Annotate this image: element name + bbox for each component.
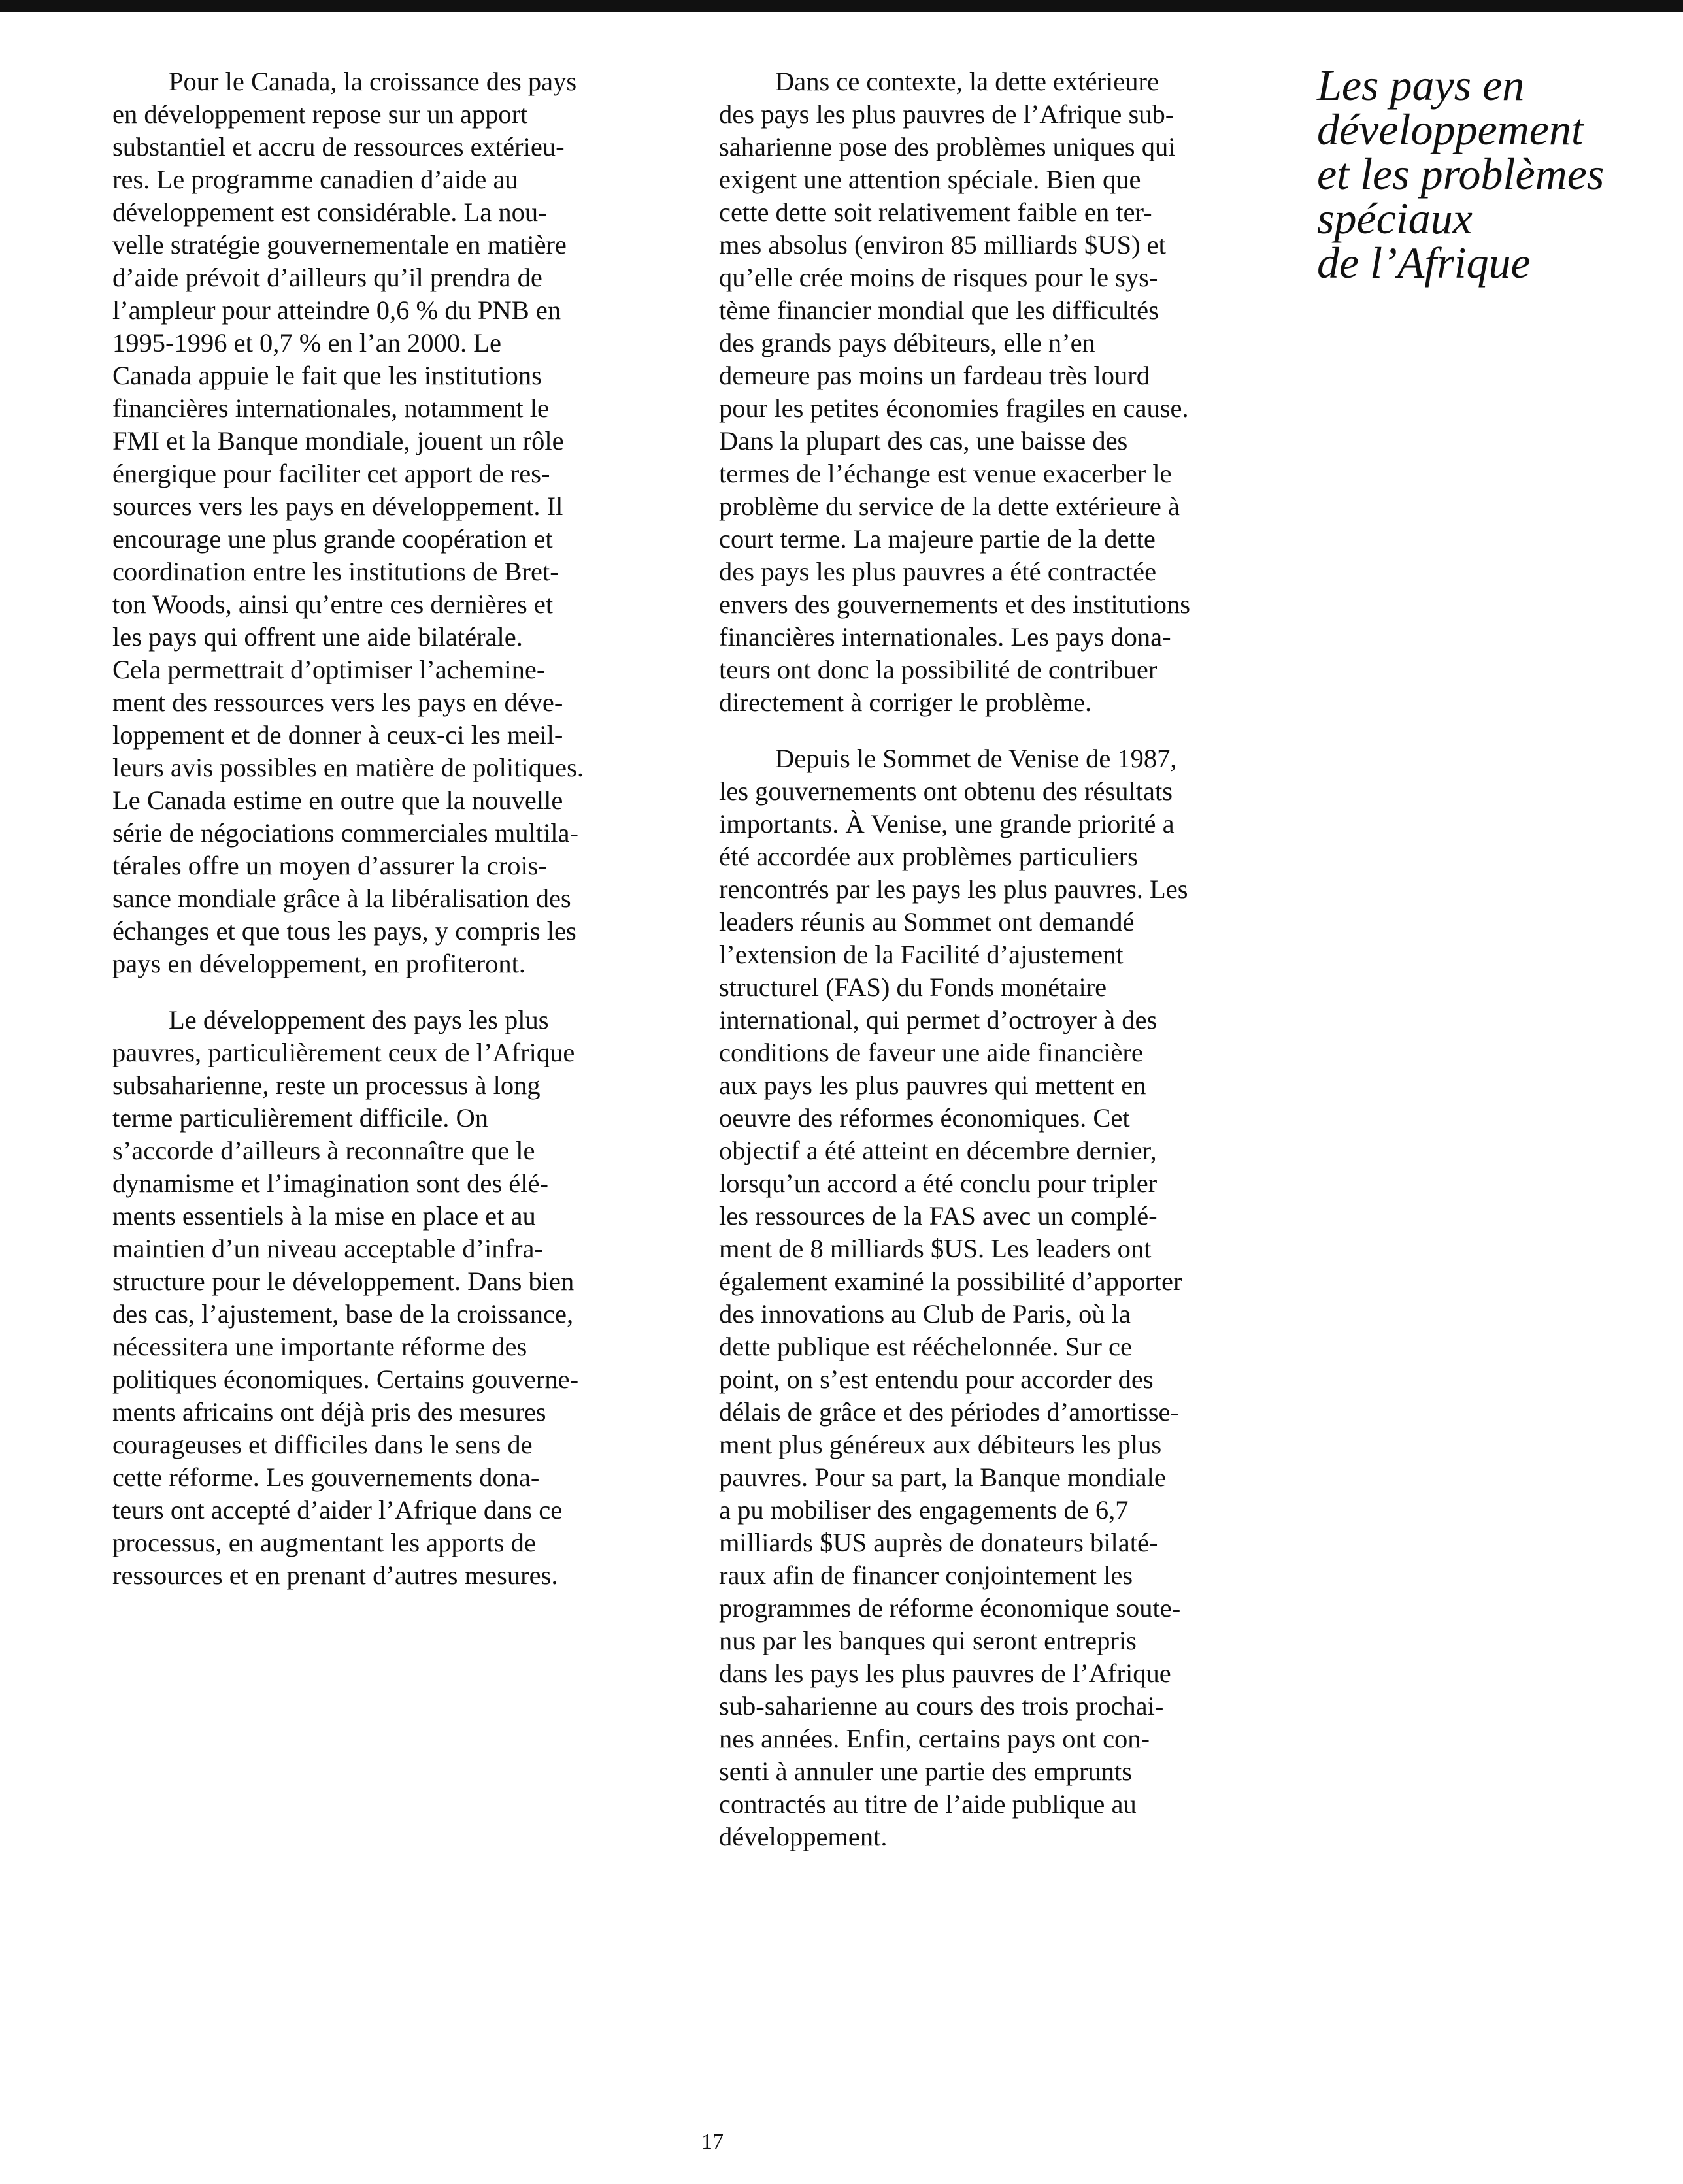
text-line: maintien d’un niveau acceptable d’infra- <box>112 1234 543 1263</box>
paragraph <box>719 742 1294 1853</box>
text-line: ments essentiels à la mise en place et au <box>112 1201 536 1231</box>
text-line: ment des ressources vers les pays en déve- <box>112 687 563 717</box>
text-line: les pays qui offrent une aide bilatérale. <box>112 622 523 652</box>
text-line: point, on s’est entendu pour accorder des <box>719 1365 1154 1394</box>
text-line: oeuvre des réformes économiques. Cet <box>719 1103 1130 1133</box>
text-line: financières internationales. Les pays dona- <box>719 622 1171 652</box>
text-line: Pour le Canada, la croissance des pays <box>169 67 577 96</box>
text-line: processus, en augmentant les apports de <box>112 1528 536 1557</box>
text-line: res. Le programme canadien d’aide au <box>112 165 518 194</box>
text-line: terme particulièrement difficile. On <box>112 1103 489 1133</box>
text-line: ton Woods, ainsi qu’entre ces dernières et <box>112 589 554 619</box>
text-line: objectif a été atteint en décembre dernier, <box>719 1136 1157 1165</box>
text-line: international, qui permet d’octroyer à des <box>719 1005 1158 1034</box>
text-line: cette réforme. Les gouvernements dona- <box>112 1463 540 1492</box>
text-line: également examiné la possibilité d’apporter <box>719 1266 1182 1296</box>
text-line: en développement repose sur un apport <box>112 99 528 129</box>
text-line: des innovations au Club de Paris, où la <box>719 1299 1131 1329</box>
text-line: sub-saharienne au cours des trois prochai- <box>719 1691 1164 1721</box>
text-line: programmes de réforme économique soute- <box>719 1593 1181 1623</box>
text-line: coordination entre les institutions de Bret- <box>112 557 559 586</box>
text-line: Cela permettrait d’optimiser l’achemine- <box>112 655 546 684</box>
text-line: échanges et que tous les pays, y compris les <box>112 916 576 946</box>
text-line: FMI et la Banque mondiale, jouent un rôle <box>112 426 564 455</box>
paragraph <box>719 65 1294 719</box>
text-line: nus par les banques qui seront entrepris <box>719 1626 1137 1655</box>
text-line: 1995-1996 et 0,7 % en l’an 2000. Le <box>112 328 501 357</box>
text-line: développement. <box>719 1822 888 1851</box>
text-line: lorsqu’un accord a été conclu pour tripler <box>719 1168 1158 1198</box>
text-line: court terme. La majeure partie de la dette <box>719 524 1156 554</box>
text-line: Canada appuie le fait que les institutions <box>112 361 542 390</box>
text-line: pays en développement, en profiteront. <box>112 949 526 978</box>
text-line: pauvres, particulièrement ceux de l’Afrique <box>112 1038 575 1067</box>
text-column-middle <box>719 65 1294 1853</box>
text-line: demeure pas moins un fardeau très lourd <box>719 361 1150 390</box>
text-line: des pays les plus pauvres a été contractée <box>719 557 1157 586</box>
text-line: substantiel et accru de ressources extérieu- <box>112 132 565 161</box>
text-line: les ressources de la FAS avec un complé- <box>719 1201 1158 1231</box>
text-line: délais de grâce et des périodes d’amortisse- <box>719 1397 1179 1427</box>
text-line: Dans ce contexte, la dette extérieure <box>775 67 1159 96</box>
text-line: structurel (FAS) du Fonds monétaire <box>719 972 1107 1002</box>
paragraph <box>112 1004 688 1592</box>
text-line: loppement et de donner à ceux-ci les meil- <box>112 720 563 750</box>
text-line: teurs ont donc la possibilité de contribuer <box>719 655 1158 684</box>
text-line: sance mondiale grâce à la libéralisation des <box>112 884 571 913</box>
text-line: velle stratégie gouvernementale en matière <box>112 230 567 259</box>
text-line: s’accorde d’ailleurs à reconnaître que le <box>112 1136 535 1165</box>
heading-line: développement <box>1317 105 1584 154</box>
text-line: mes absolus (environ 85 milliards $US) et <box>719 230 1166 259</box>
text-line: sources vers les pays en développement. Il <box>112 491 563 521</box>
text-line: ment plus généreux aux débiteurs les plus <box>719 1430 1162 1459</box>
text-line: rencontrés par les pays les plus pauvres. Les <box>719 874 1188 904</box>
text-line: Le développement des pays les plus <box>169 1005 549 1034</box>
text-line: structure pour le développement. Dans bien <box>112 1266 575 1296</box>
text-line: des grands pays débiteurs, elle n’en <box>719 328 1095 357</box>
heading-line: Les pays en <box>1317 60 1525 110</box>
text-line: ments africains ont déjà pris des mesures <box>112 1397 546 1427</box>
section-heading <box>1317 60 1670 288</box>
text-line: politiques économiques. Certains gouverne- <box>112 1365 579 1394</box>
text-line: Le Canada estime en outre que la nouvelle <box>112 786 563 815</box>
text-line: qu’elle crée moins de risques pour le sys- <box>719 263 1158 292</box>
paragraph <box>112 65 688 980</box>
text-line: termes de l’échange est venue exacerber le <box>719 459 1172 488</box>
text-line: saharienne pose des problèmes uniques qui <box>719 132 1176 161</box>
text-line: ressources et en prenant d’autres mesures. <box>112 1561 558 1590</box>
text-line: a pu mobiliser des engagements de 6,7 <box>719 1495 1129 1525</box>
text-line: nes années. Enfin, certains pays ont con- <box>719 1724 1150 1753</box>
text-line: cette dette soit relativement faible en ter- <box>719 197 1152 227</box>
text-line: d’aide prévoit d’ailleurs qu’il prendra de <box>112 263 542 292</box>
text-line: leaders réunis au Sommet ont demandé <box>719 907 1135 936</box>
text-line: tème financier mondial que les difficultés <box>719 295 1159 325</box>
text-line: pour les petites économies fragiles en cause. <box>719 393 1189 423</box>
text-line: énergique pour faciliter cet apport de res- <box>112 459 550 488</box>
text-line: conditions de faveur une aide financière <box>719 1038 1143 1067</box>
text-line: l’ampleur pour atteindre 0,6 % du PNB en <box>112 295 561 325</box>
text-line: été accordée aux problèmes particuliers <box>719 842 1138 871</box>
text-line: dette publique est rééchelonnée. Sur ce <box>719 1332 1132 1361</box>
top-rule <box>0 0 1683 12</box>
text-line: exigent une attention spéciale. Bien que <box>719 165 1141 194</box>
heading-line: de l’Afrique <box>1317 238 1531 288</box>
text-line: senti à annuler une partie des emprunts <box>719 1757 1133 1786</box>
text-line: courageuses et difficiles dans le sens de <box>112 1430 533 1459</box>
text-line: teurs ont accepté d’aider l’Afrique dans ce <box>112 1495 563 1525</box>
text-line: aux pays les plus pauvres qui mettent en <box>719 1070 1146 1100</box>
text-line: directement à corriger le problème. <box>719 687 1092 717</box>
text-line: importants. À Venise, une grande priorité a <box>719 809 1175 838</box>
text-line: encourage une plus grande coopération et <box>112 524 553 554</box>
text-line: des pays les plus pauvres de l’Afrique sub- <box>719 99 1175 129</box>
text-line: subsaharienne, reste un processus à long <box>112 1070 541 1100</box>
text-line: Depuis le Sommet de Venise de 1987, <box>775 744 1177 773</box>
text-line: série de négociations commerciales multila- <box>112 818 578 848</box>
heading-line: spéciaux <box>1317 193 1473 243</box>
page-number: 17 <box>701 2130 724 2154</box>
text-line: raux afin de financer conjointement les <box>719 1561 1133 1590</box>
text-line: dynamisme et l’imagination sont des élé- <box>112 1168 548 1198</box>
text-line: milliards $US auprès de donateurs bilaté- <box>719 1528 1158 1557</box>
heading-line: et les problèmes <box>1317 149 1605 199</box>
text-line: Dans la plupart des cas, une baisse des <box>719 426 1128 455</box>
text-line: leurs avis possibles en matière de politiques. <box>112 753 584 782</box>
text-line: ment de 8 milliards $US. Les leaders ont <box>719 1234 1152 1263</box>
text-line: envers des gouvernements et des institutions <box>719 589 1190 619</box>
text-line: térales offre un moyen d’assurer la crois- <box>112 851 547 880</box>
text-column-left <box>112 65 688 1592</box>
text-line: les gouvernements ont obtenu des résultats <box>719 776 1173 806</box>
text-line: pauvres. Pour sa part, la Banque mondiale <box>719 1463 1166 1492</box>
text-line: développement est considérable. La nou- <box>112 197 547 227</box>
text-line: financières internationales, notamment le <box>112 393 549 423</box>
text-line: dans les pays les plus pauvres de l’Afrique <box>719 1659 1171 1688</box>
text-line: problème du service de la dette extérieure à <box>719 491 1180 521</box>
text-line: contractés au titre de l’aide publique au <box>719 1789 1137 1819</box>
text-line: nécessitera une importante réforme des <box>112 1332 527 1361</box>
text-line: l’extension de la Facilité d’ajustement <box>719 940 1124 969</box>
text-line: des cas, l’ajustement, base de la croissance, <box>112 1299 574 1329</box>
